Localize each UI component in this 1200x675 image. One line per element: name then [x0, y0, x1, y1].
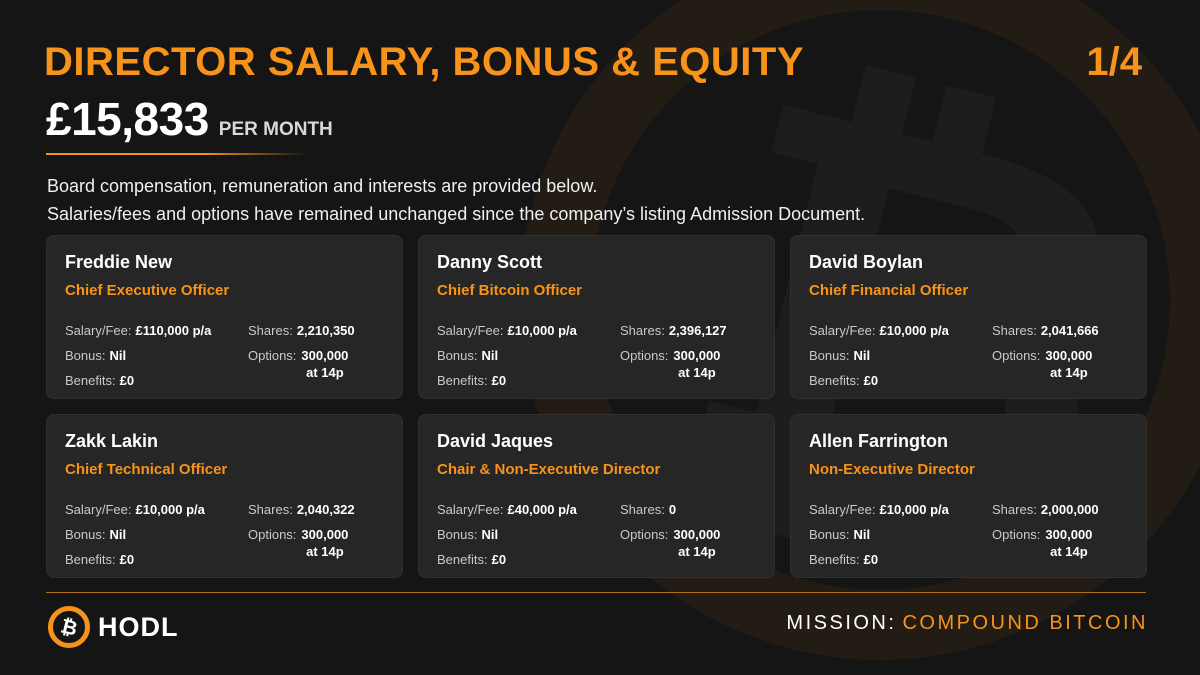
shares-stat — [992, 497, 1134, 522]
mission-value: COMPOUND BITCOIN — [902, 612, 1148, 634]
options-stat — [620, 526, 762, 560]
salary-value: £40,000 p/a — [507, 502, 577, 517]
options-price: at 14p — [678, 365, 716, 380]
options-label: Options: — [620, 348, 669, 363]
bonus-stat — [437, 522, 620, 547]
director-name: Danny Scott — [437, 252, 543, 272]
salary-stat — [65, 497, 248, 522]
options-stat — [248, 347, 390, 381]
director-stats — [65, 497, 390, 572]
shares-value: 2,040,322 — [296, 502, 355, 517]
director-name: Freddie New — [65, 252, 173, 272]
options-label: Options: — [992, 527, 1041, 542]
benefits-label: Benefits: — [809, 373, 860, 388]
shares-label: Shares: — [992, 502, 1037, 517]
director-cards — [46, 235, 1146, 578]
director-name: Allen Farrington — [809, 431, 948, 451]
logo-text: HODL — [98, 611, 179, 642]
options-value: 300,000 — [301, 348, 349, 363]
options-stat — [992, 526, 1134, 560]
bonus-value: Nil — [853, 527, 871, 542]
salary-stat — [65, 318, 248, 343]
shares-value: 0 — [668, 502, 677, 517]
benefits-stat — [809, 368, 992, 393]
bonus-label: Bonus: — [65, 527, 106, 542]
director-card — [418, 235, 775, 399]
salary-value: £110,000 p/a — [135, 323, 212, 338]
options-price: at 14p — [306, 544, 344, 559]
shares-value: 2,210,350 — [296, 323, 355, 338]
page-indicator: 1/4 — [1086, 40, 1142, 84]
salary-stat — [437, 497, 620, 522]
bonus-value: Nil — [109, 348, 127, 363]
benefits-label: Benefits: — [437, 373, 488, 388]
bonus-stat — [437, 343, 620, 368]
options-label: Options: — [620, 527, 669, 542]
bonus-label: Bonus: — [809, 527, 850, 542]
intro-line-2: Salaries/fees and options have remained unchanged since the company’s listing Admission Document. — [47, 204, 866, 224]
footer-divider — [46, 592, 1146, 593]
shares-label: Shares: — [248, 502, 293, 517]
mission-label: MISSION: — [786, 612, 897, 634]
director-stats — [437, 497, 762, 572]
intro-line-1: Board compensation, remuneration and interests are provided below. — [47, 176, 598, 196]
salary-value: £10,000 p/a — [135, 502, 205, 517]
bonus-stat — [65, 343, 248, 368]
options-stat — [248, 526, 390, 560]
benefits-stat — [437, 368, 620, 393]
amount-unit: PER MONTH — [218, 119, 333, 140]
options-value: 300,000 — [673, 527, 721, 542]
director-role: Chief Executive Officer — [65, 282, 230, 299]
shares-stat — [992, 318, 1134, 343]
mission-statement — [786, 612, 1148, 635]
director-name: David Boylan — [809, 252, 924, 272]
options-label: Options: — [248, 348, 297, 363]
bonus-value: Nil — [481, 348, 499, 363]
salary-label: Salary/Fee: — [809, 502, 876, 517]
benefits-label: Benefits: — [437, 552, 488, 567]
director-card — [418, 414, 775, 578]
director-stats — [65, 318, 390, 393]
director-stats — [437, 318, 762, 393]
amount-value: £15,833 — [46, 93, 209, 145]
shares-label: Shares: — [620, 502, 665, 517]
bonus-label: Bonus: — [65, 348, 106, 363]
options-price: at 14p — [1050, 365, 1088, 380]
bonus-stat — [65, 522, 248, 547]
salary-label: Salary/Fee: — [65, 323, 132, 338]
salary-label: Salary/Fee: — [437, 323, 504, 338]
benefits-value: £0 — [863, 373, 879, 388]
director-role: Chief Financial Officer — [809, 282, 969, 299]
director-role: Chair & Non-Executive Director — [437, 461, 661, 478]
shares-value: 2,000,000 — [1040, 502, 1099, 517]
director-role: Non-Executive Director — [809, 461, 975, 478]
title-underline — [46, 153, 308, 155]
options-value: 300,000 — [673, 348, 721, 363]
salary-label: Salary/Fee: — [809, 323, 876, 338]
bonus-value: Nil — [109, 527, 127, 542]
benefits-value: £0 — [119, 552, 135, 567]
director-card — [790, 235, 1147, 399]
director-role: Chief Bitcoin Officer — [437, 282, 583, 299]
benefits-value: £0 — [491, 373, 507, 388]
director-name: Zakk Lakin — [65, 431, 159, 451]
benefits-value: £0 — [863, 552, 879, 567]
options-label: Options: — [248, 527, 297, 542]
salary-stat — [437, 318, 620, 343]
bonus-label: Bonus: — [437, 527, 478, 542]
benefits-stat — [65, 547, 248, 572]
director-role: Chief Technical Officer — [65, 461, 228, 478]
shares-stat — [248, 318, 390, 343]
options-price: at 14p — [1050, 544, 1088, 559]
salary-value: £10,000 p/a — [879, 323, 949, 338]
options-value: 300,000 — [1045, 348, 1093, 363]
salary-label: Salary/Fee: — [437, 502, 504, 517]
benefits-stat — [65, 368, 248, 393]
shares-label: Shares: — [620, 323, 665, 338]
director-card — [790, 414, 1147, 578]
benefits-label: Benefits: — [809, 552, 860, 567]
page-title: DIRECTOR SALARY, BONUS & EQUITY — [44, 40, 805, 84]
options-stat — [620, 347, 762, 381]
benefits-stat — [809, 547, 992, 572]
shares-value: 2,396,127 — [668, 323, 727, 338]
benefits-label: Benefits: — [65, 373, 116, 388]
shares-stat — [248, 497, 390, 522]
options-price: at 14p — [306, 365, 344, 380]
salary-label: Salary/Fee: — [65, 502, 132, 517]
benefits-label: Benefits: — [65, 552, 116, 567]
benefits-value: £0 — [119, 373, 135, 388]
salary-value: £10,000 p/a — [507, 323, 577, 338]
intro-text — [47, 172, 865, 228]
bonus-value: Nil — [481, 527, 499, 542]
shares-label: Shares: — [992, 323, 1037, 338]
options-stat — [992, 347, 1134, 381]
director-stats — [809, 318, 1134, 393]
options-price: at 14p — [678, 544, 716, 559]
bitcoin-logo-icon — [48, 606, 90, 648]
bonus-value: Nil — [853, 348, 871, 363]
salary-value: £10,000 p/a — [879, 502, 949, 517]
benefits-value: £0 — [491, 552, 507, 567]
bonus-stat — [809, 522, 992, 547]
options-label: Options: — [992, 348, 1041, 363]
logo-symbol: ₿ — [58, 612, 80, 641]
options-value: 300,000 — [301, 527, 349, 542]
salary-stat — [809, 497, 992, 522]
director-card — [46, 414, 403, 578]
bonus-label: Bonus: — [437, 348, 478, 363]
benefits-stat — [437, 547, 620, 572]
shares-label: Shares: — [248, 323, 293, 338]
shares-stat — [620, 497, 762, 522]
hodl-logo — [48, 606, 179, 648]
shares-stat — [620, 318, 762, 343]
shares-value: 2,041,666 — [1040, 323, 1099, 338]
director-card — [46, 235, 403, 399]
options-value: 300,000 — [1045, 527, 1093, 542]
director-name: David Jaques — [437, 431, 554, 451]
bonus-stat — [809, 343, 992, 368]
bonus-label: Bonus: — [809, 348, 850, 363]
monthly-amount — [46, 92, 333, 146]
director-stats — [809, 497, 1134, 572]
salary-stat — [809, 318, 992, 343]
